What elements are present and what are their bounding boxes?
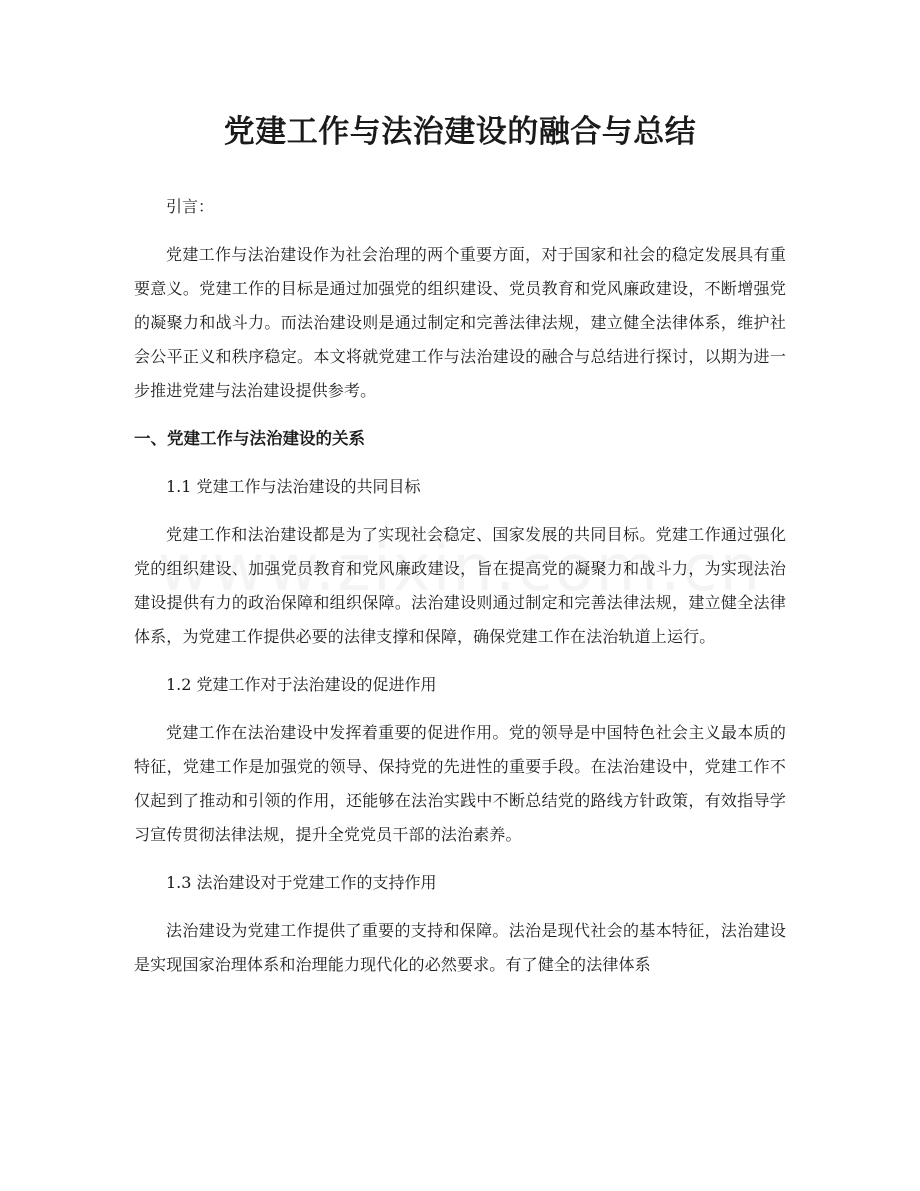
intro-label: 引言： — [166, 197, 215, 216]
subsection-1-1-heading: 1.1 党建工作与法治建设的共同目标 — [166, 477, 421, 496]
subsection-1-2-paragraph: 党建工作在法治建设中发挥着重要的促进作用。党的领导是中国特色社会主义最本质的特征，党建工作是加强党的领导、保持党的先进性的重要手段。在法治建设中，党建工作不仅起到了推动和引领的作用，还能够在法治实践中不断总结党的路线方针政策，有效指导学习宣传贯彻法律法规，提升全党党员干部的法治素养。 — [134, 723, 786, 844]
subsection-1-3-paragraph: 法治建设为党建工作提供了重要的支持和保障。法治是现代社会的基本特征，法治建设是实现国家治理体系和治理能力现代化的必然要求。有了健全的法律体系 — [134, 921, 786, 974]
subsection-1-1-paragraph: 党建工作和法治建设都是为了实现社会稳定、国家发展的共同目标。党建工作通过强化党的组织建设、加强党员教育和党风廉政建设，旨在提高党的凝聚力和战斗力，为实现法治建设提供有力的政治保障和组织保障。法治建设则通过制定和完善法律法规，建立健全法律体系，为党建工作提供必要的法律支撑和保障，确保党建工作在法治轨道上运行。 — [134, 525, 786, 646]
subsection-1-3-heading: 1.3 法治建设对于党建工作的支持作用 — [166, 873, 437, 892]
subsection-1-2-heading: 1.2 党建工作对于法治建设的促进作用 — [166, 675, 437, 694]
section-1-heading: 一、党建工作与法治建设的关系 — [134, 429, 365, 448]
document-title: 党建工作与法治建设的融合与总结 — [223, 114, 697, 150]
intro-paragraph: 党建工作与法治建设作为社会治理的两个重要方面，对于国家和社会的稳定发展具有重要意义。党建工作的目标是通过加强党的组织建设、党员教育和党风廉政建设，不断增强党的凝聚力和战斗力。而法治建设则是通过制定和完善法律法规，建立健全法律体系，维护社会公平正义和秩序稳定。本文将就党建工作与法治建设的融合与总结进行探讨，以期为进一步推进党建与法治建设提供参考。 — [134, 245, 786, 400]
